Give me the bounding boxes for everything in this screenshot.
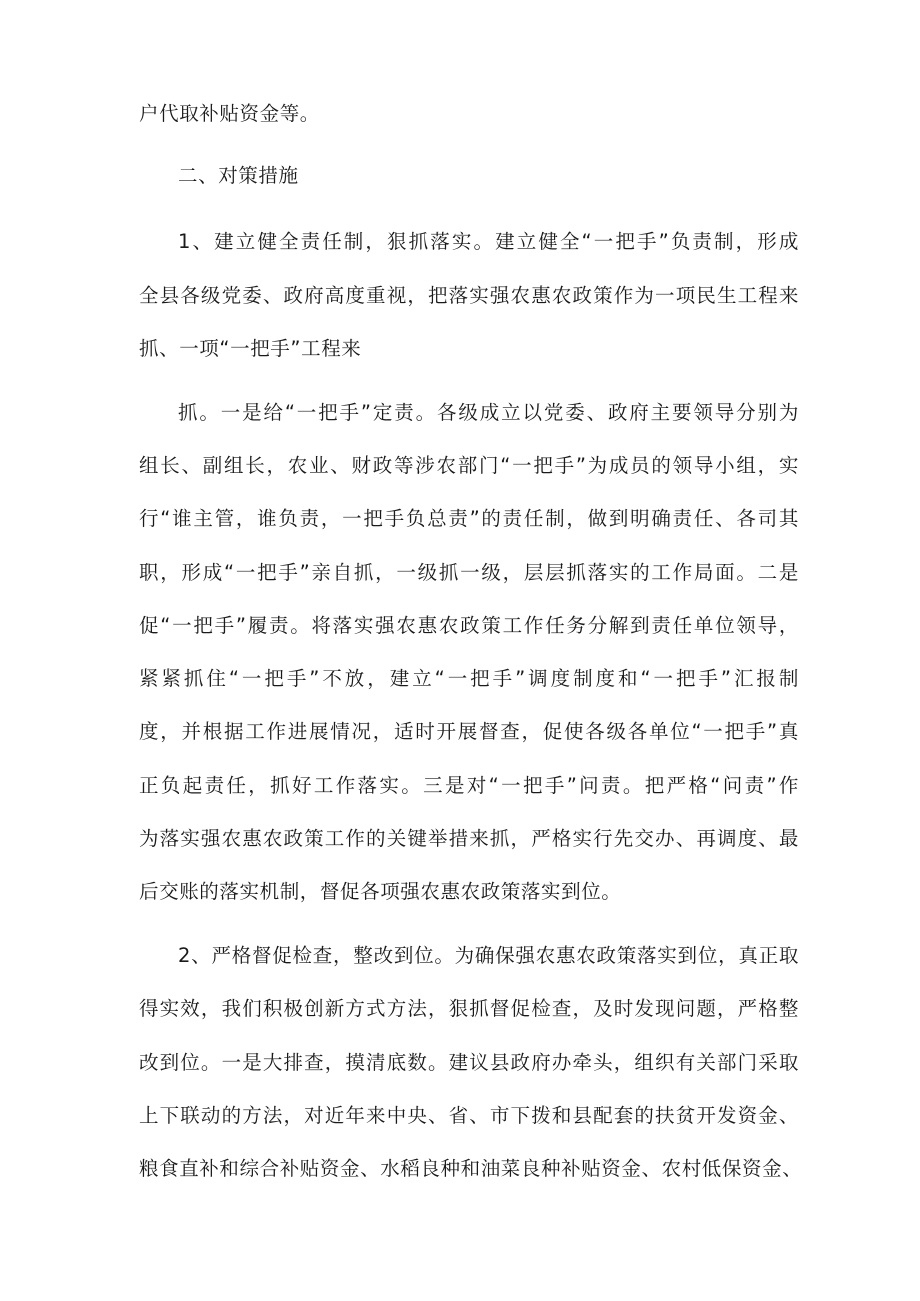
text-line: 1、建立健全责任制，狠抓落实。建立健全“一把手”负责制，形成 [178, 230, 799, 253]
text-line: 紧紧抓住“一把手”不放，建立“一把手”调度制度和“一把手”汇报制 [139, 667, 799, 690]
text-line: 组长、副组长，农业、财政等涉农部门“一把手”为成员的领导小组，实 [139, 454, 799, 477]
text-line: 户代取补贴资金等。 [139, 102, 320, 125]
text-line: 后交账的落实机制，督促各项强农惠农政策落实到位。 [139, 880, 622, 903]
section-heading: 二、对策措施 [178, 164, 299, 187]
text-line: 上下联动的方法，对近年来中央、省、市下拨和县配套的扶贫开发资金、 [139, 1104, 799, 1127]
text-line: 得实效，我们积极创新方式方法，狠抓督促检查，及时发现问题，严格整 [139, 997, 799, 1020]
text-line: 职，形成“一把手”亲自抓，一级抓一级，层层抓落实的工作局面。二是 [139, 561, 799, 584]
text-line: 粮食直补和综合补贴资金、水稻良种和油菜良种补贴资金、农村低保资金、 [139, 1157, 803, 1180]
text-line: 行“谁主管，谁负责，一把手负总责”的责任制，做到明确责任、各司其 [139, 507, 799, 530]
text-line: 抓。一是给“一把手”定责。各级成立以党委、政府主要领导分别为 [178, 401, 799, 424]
text-line: 正负起责任，抓好工作落实。三是对“一把手”问责。把严格“问责”作 [139, 774, 799, 797]
text-line: 全县各级党委、政府高度重视，把落实强农惠农政策作为一项民生工程来 [139, 284, 799, 307]
text-line: 抓、一项“一把手”工程来 [139, 337, 362, 360]
text-line: 促“一把手”履责。将落实强农惠农政策工作任务分解到责任单位领导， [139, 614, 799, 637]
text-line: 改到位。一是大排查，摸清底数。建议县政府办牵头，组织有关部门采取 [139, 1051, 799, 1074]
text-line: 为落实强农惠农政策工作的关键举措来抓，严格实行先交办、再调度、最 [139, 827, 799, 850]
text-line: 2、严格督促检查，整改到位。为确保强农惠农政策落实到位，真正取 [178, 944, 799, 967]
text-line: 度，并根据工作进展情况，适时开展督查，促使各级各单位“一把手”真 [139, 720, 799, 743]
